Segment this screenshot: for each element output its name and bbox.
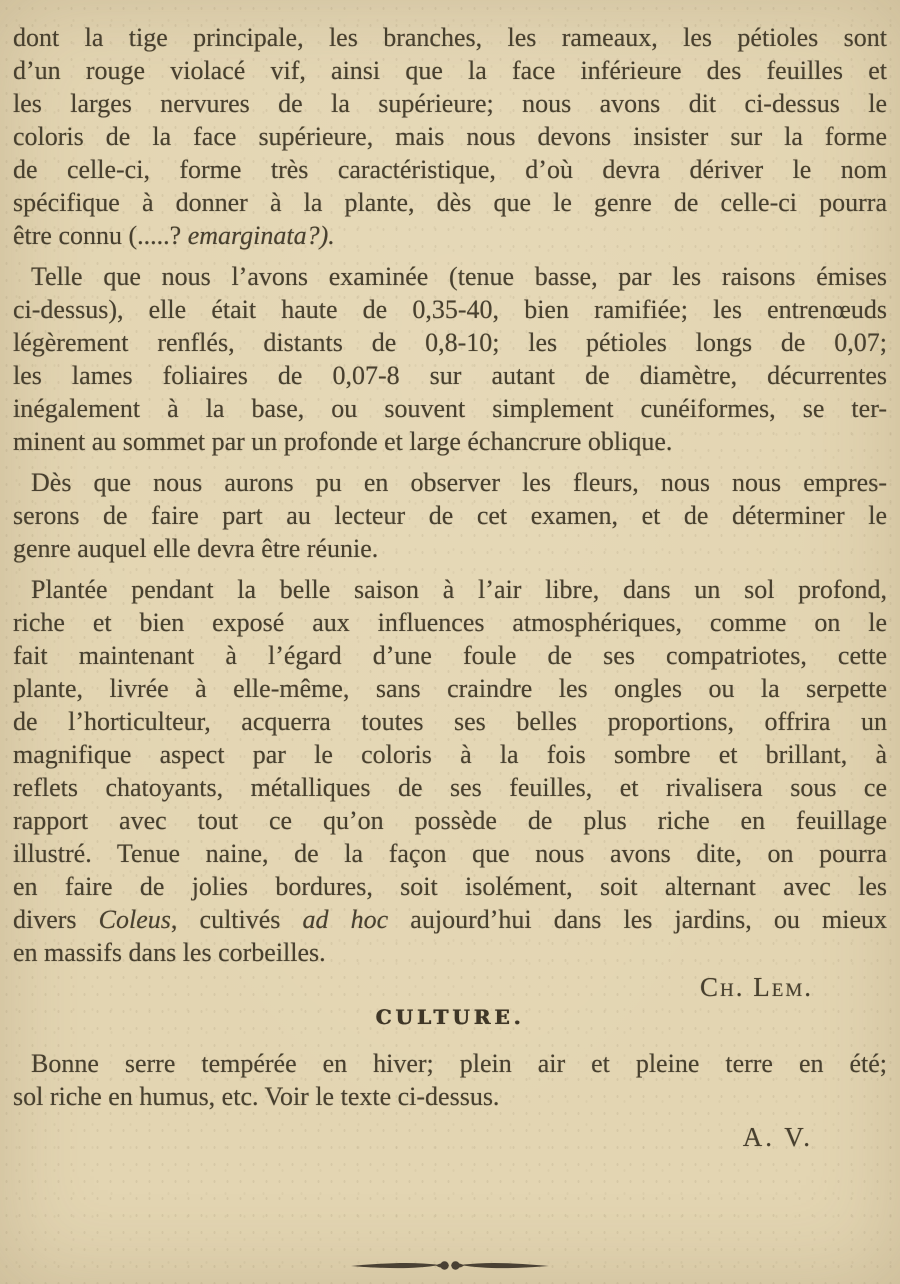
text-line (13, 21, 887, 54)
text-line (13, 499, 887, 532)
text-line (13, 153, 887, 186)
text-line (13, 425, 887, 458)
paragraph (13, 466, 887, 565)
text-run: aujourd’hui dans les jardins, ou mieux (388, 905, 887, 934)
paragraph (13, 260, 887, 458)
text-line (13, 120, 887, 153)
text-line (13, 606, 887, 639)
text-run: serons de faire part au lecteur de cet examen, et de déterminer le (13, 501, 887, 530)
paragraph (13, 573, 887, 969)
text-run: Dès que nous aurons pu en observer les fleurs, nous nous empres- (31, 468, 887, 497)
text-line (13, 771, 887, 804)
text-run: ci-dessus), elle était haute de 0,35-40, bien ramifiée; les entrenœuds (13, 295, 887, 324)
italic-text-run: emarginata?). (187, 221, 335, 250)
text-run: Plantée pendant la belle saison à l’air libre, dans un sol profond, (31, 575, 887, 604)
text-run: en massifs dans les corbeilles. (13, 938, 326, 967)
author-signature: Ch. Lem. (700, 972, 813, 1002)
text-line (13, 293, 887, 326)
text-run: être connu (.....? (13, 221, 188, 250)
text-run: Telle que nous l’avons examinée (tenue basse, par les raisons émises (31, 262, 887, 291)
text-line (13, 804, 887, 837)
text-run: Bonne serre tempérée en hiver; plein air et pleine terre en été; (31, 1049, 887, 1078)
text-run: inégalement à la base, ou souvent simplement cunéiformes, se ter- (13, 394, 887, 423)
text-line (13, 359, 887, 392)
text-line (13, 837, 887, 870)
text-run: divers (13, 905, 99, 934)
text-line (13, 573, 887, 606)
text-line (13, 672, 887, 705)
text-line (13, 903, 887, 936)
text-line (13, 1080, 887, 1113)
text-run: rapport avec tout ce qu’on possède de plus riche en feuillage (13, 806, 887, 835)
text-line (13, 260, 887, 293)
culture-section-heading: CULTURE. (375, 1005, 525, 1029)
text-run: plante, livrée à elle-même, sans craindre les ongles ou la serpette (13, 674, 887, 703)
ornament-divider (13, 1259, 887, 1273)
text-run: , cultivés (170, 905, 303, 934)
text-run: riche et bien exposé aux influences atmosphériques, comme on le (13, 608, 887, 637)
text-run: fait maintenant à l’égard d’une foule de ses compatriotes, cette (13, 641, 887, 670)
text-run: légèrement renflés, distants de 0,8-10; les pétioles longs de 0,07; (13, 328, 887, 357)
text-line (13, 87, 887, 120)
italic-text-run: Coleus (98, 905, 171, 934)
text-run: sol riche en humus, etc. Voir le texte ci-dessus. (13, 1082, 500, 1111)
text-run: magnifique aspect par le coloris à la fois sombre et brillant, à (13, 740, 887, 769)
text-run: de celle-ci, forme très caractéristique, d’où devra dériver le nom (13, 155, 887, 184)
text-line (13, 705, 887, 738)
text-run: genre auquel elle devra être réunie. (13, 534, 379, 563)
text-line (13, 219, 887, 252)
paragraph (13, 1047, 887, 1113)
text-run: de l’horticulteur, acquerra toutes ses belles proportions, offrira un (13, 707, 887, 736)
text-run: les larges nervures de la supérieure; nous avons dit ci-dessus le (13, 89, 887, 118)
tapered-rule-icon (350, 1259, 550, 1273)
text-run: reflets chatoyants, métalliques de ses feuilles, et rivalisera sous ce (13, 773, 887, 802)
text-line (13, 392, 887, 425)
text-line (13, 54, 887, 87)
text-line (13, 186, 887, 219)
culture-text (13, 1047, 887, 1113)
text-line (13, 870, 887, 903)
text-run: spécifique à donner à la plante, dès que le genre de celle-ci pourra (13, 188, 887, 217)
culture-author-signature: A. V. (742, 1122, 813, 1152)
text-run: coloris de la face supérieure, mais nous devons insister sur la forme (13, 122, 887, 151)
italic-text-run: ad hoc (302, 905, 389, 934)
text-line (13, 1047, 887, 1080)
text-line (13, 936, 887, 969)
article-text (13, 21, 887, 969)
text-run: d’un rouge violacé vif, ainsi que la face inférieure des feuilles et (13, 56, 887, 85)
text-run: minent au sommet par un profonde et large échancrure oblique. (13, 427, 673, 456)
text-run: illustré. Tenue naine, de la façon que nous avons dite, on pourra (13, 839, 887, 868)
text-line (13, 738, 887, 771)
text-line (13, 532, 887, 565)
text-run: en faire de jolies bordures, soit isolément, soit alternant avec les (13, 872, 887, 901)
text-line (13, 466, 887, 499)
text-run: dont la tige principale, les branches, les rameaux, les pétioles sont (13, 23, 887, 52)
paragraph (13, 21, 887, 252)
text-run: les lames foliaires de 0,07-8 sur autant de diamètre, décurrentes (13, 361, 887, 390)
text-line (13, 326, 887, 359)
text-line (13, 639, 887, 672)
